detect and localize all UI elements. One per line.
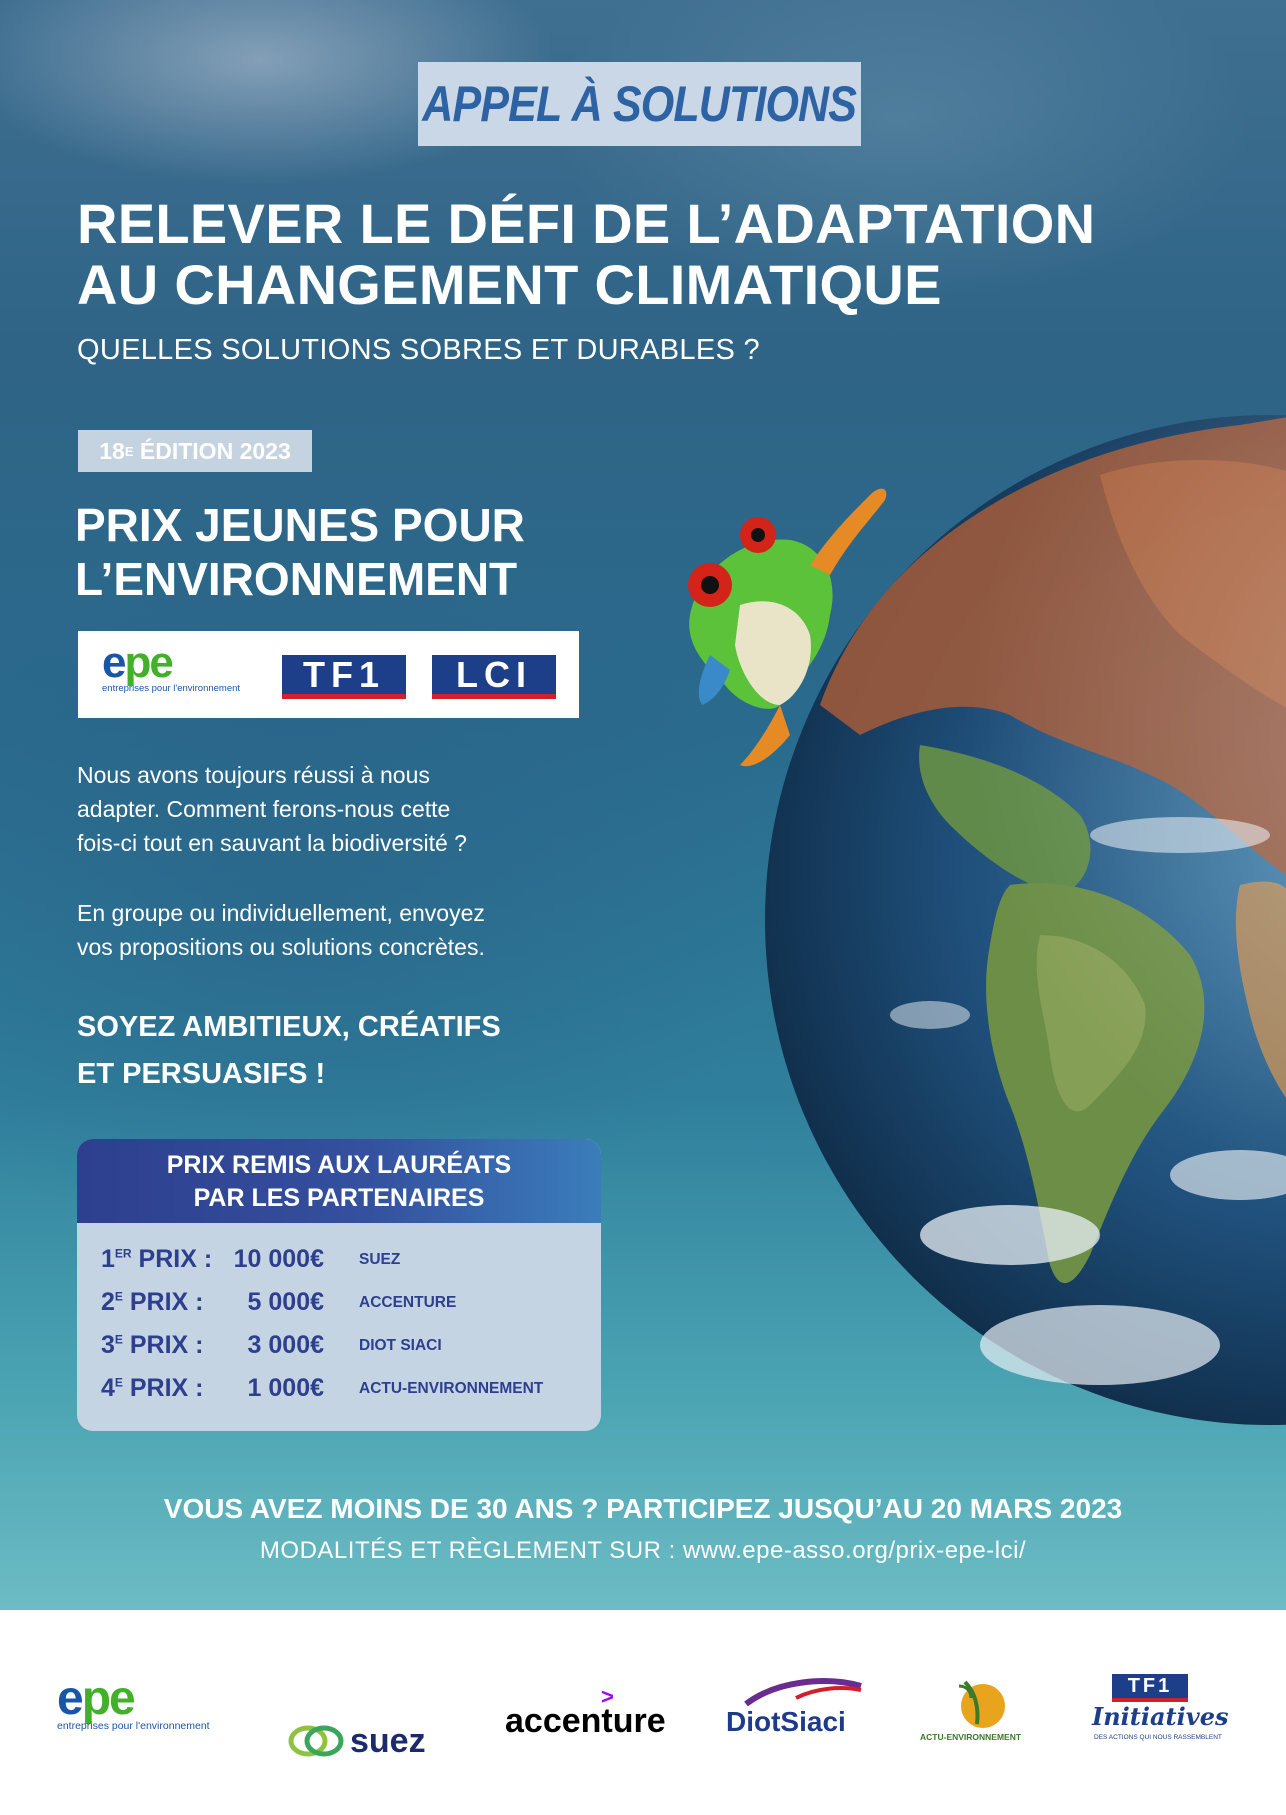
tf1-logo-text: TF1 xyxy=(302,653,385,695)
epe-letter: e xyxy=(109,1672,134,1725)
epe-footer-logo xyxy=(57,1672,227,1768)
instructions-paragraph xyxy=(77,896,617,964)
prize-amount: 3 000€ xyxy=(247,1331,324,1359)
edition-label: ÉDITION 2023 xyxy=(133,437,291,464)
initiatives-word: Initiatives xyxy=(1092,1702,1229,1731)
accenture-chevron-icon: > xyxy=(601,1684,614,1709)
epe-letter: e xyxy=(149,638,172,687)
prize-rank: $3^E$ PRIX : xyxy=(101,1331,204,1359)
prize-heading-line: PAR LES PARTENAIRES xyxy=(193,1184,485,1212)
headline-subtitle: QUELLES SOLUTIONS SOBRES ET DURABLES ? xyxy=(77,334,760,366)
prize-row xyxy=(101,1331,601,1374)
accenture-word: accenture xyxy=(505,1702,666,1740)
prize-rank: $2^E$ PRIX : xyxy=(101,1288,204,1316)
epe-letter: p xyxy=(124,638,150,687)
deadline-line: VOUS AVEZ MOINS DE 30 ANS ? PARTICIPEZ JUSQU’AU 20 MARS 2023 xyxy=(163,1493,1123,1524)
call-banner-label: APPEL À SOLUTIONS xyxy=(422,76,857,132)
diotsiaci-logo xyxy=(726,1676,866,1766)
epe-letter: p xyxy=(81,1672,110,1725)
cta-line: ET PERSUASIFS ! xyxy=(77,1058,326,1090)
prize-title-line-1: PRIX JEUNES POUR xyxy=(75,499,525,551)
actu-environnement-word: ACTU-ENVIRONNEMENT xyxy=(920,1732,1022,1742)
sponsor-footer xyxy=(0,1610,1286,1815)
prize-list xyxy=(77,1223,601,1417)
initiatives-tagline: DES ACTIONS QUI NOUS RASSEMBLENT xyxy=(1094,1734,1222,1741)
epe-letter: e xyxy=(102,638,125,687)
call-to-action xyxy=(77,1004,501,1098)
call-banner xyxy=(418,62,861,146)
epe-letter: e xyxy=(57,1672,82,1725)
prize-rank: 1ER PRIX : xyxy=(101,1245,213,1273)
epe-footer-word xyxy=(57,1672,134,1725)
suez-logo xyxy=(288,1696,448,1786)
prize-rank: $4^E$ PRIX : xyxy=(101,1374,204,1402)
prize-heading-line: PRIX REMIS AUX LAURÉATS xyxy=(166,1151,512,1179)
prize-title-line-2: L’ENVIRONNEMENT xyxy=(75,553,518,605)
intro-line: fois-ci tout en sauvant la biodiversité ? xyxy=(77,830,467,856)
tf1-small-badge xyxy=(1112,1674,1188,1702)
lci-logo xyxy=(432,655,556,699)
headline-line-2: AU CHANGEMENT CLIMATIQUE xyxy=(77,253,942,316)
headline-line-1: RELEVER LE DÉFI DE L’ADAPTATION xyxy=(77,192,1096,255)
suez-word: suez xyxy=(350,1721,426,1760)
prize-panel-heading xyxy=(77,1139,601,1223)
diotsiaci-swoosh-icon xyxy=(736,1676,866,1706)
intro-paragraph xyxy=(77,758,617,860)
cta-line: SOYEZ AMBITIEUX, CRÉATIFS xyxy=(77,1011,501,1043)
tf1-logo xyxy=(282,655,406,699)
intro-line: adapter. Comment ferons-nous cette xyxy=(77,796,451,822)
prize-row xyxy=(101,1288,601,1331)
diotsiaci-word: DiotSiaci xyxy=(726,1706,846,1737)
instructions-line: En groupe ou individuellement, envoyez xyxy=(77,900,485,926)
epe-logo xyxy=(102,638,242,694)
globe-leaf-icon xyxy=(945,1672,1015,1730)
accenture-logo xyxy=(505,1684,675,1774)
intro-line: Nous avons toujours réussi à nous xyxy=(77,762,430,788)
prize-sponsor: ACTU-ENVIRONNEMENT xyxy=(359,1380,544,1397)
tf1-small-text: TF1 xyxy=(1127,1674,1173,1697)
rules-link-line: MODALITÉS ET RÈGLEMENT SUR : www.epe-asso.org/prix-epe-lci/ xyxy=(259,1537,1027,1564)
globe xyxy=(765,415,1286,1425)
prize-amount: 5 000€ xyxy=(247,1288,324,1316)
earth-illustration xyxy=(680,415,1286,1430)
prize-sponsor: SUEZ xyxy=(359,1251,401,1268)
tf1-initiatives-logo xyxy=(1092,1674,1232,1764)
epe-logo-tagline: entreprises pour l'environnement xyxy=(102,683,241,694)
lci-logo-text: LCI xyxy=(456,653,532,695)
instructions-line: vos propositions ou solutions concrètes. xyxy=(77,934,485,960)
epe-logo-word xyxy=(102,638,172,687)
prize-sponsor: ACCENTURE xyxy=(359,1294,457,1311)
prize-row xyxy=(101,1374,601,1417)
edition-badge xyxy=(78,430,312,472)
prize-amount: 10 000€ xyxy=(233,1245,324,1273)
headline xyxy=(77,193,1227,315)
epe-footer-tagline: entreprises pour l'environnement xyxy=(57,1720,210,1732)
edition-suffix: E xyxy=(124,443,134,459)
prize-panel xyxy=(77,1139,601,1431)
prize-title xyxy=(75,498,525,606)
prize-amount: 1 000€ xyxy=(247,1374,324,1402)
suez-swirl-icon xyxy=(288,1721,346,1761)
edition-number: 18 xyxy=(99,437,125,464)
prize-row xyxy=(101,1245,601,1288)
prize-sponsor: DIOT SIACI xyxy=(359,1337,442,1354)
actu-environnement-logo xyxy=(920,1672,1040,1762)
partner-logo-strip xyxy=(78,631,579,718)
